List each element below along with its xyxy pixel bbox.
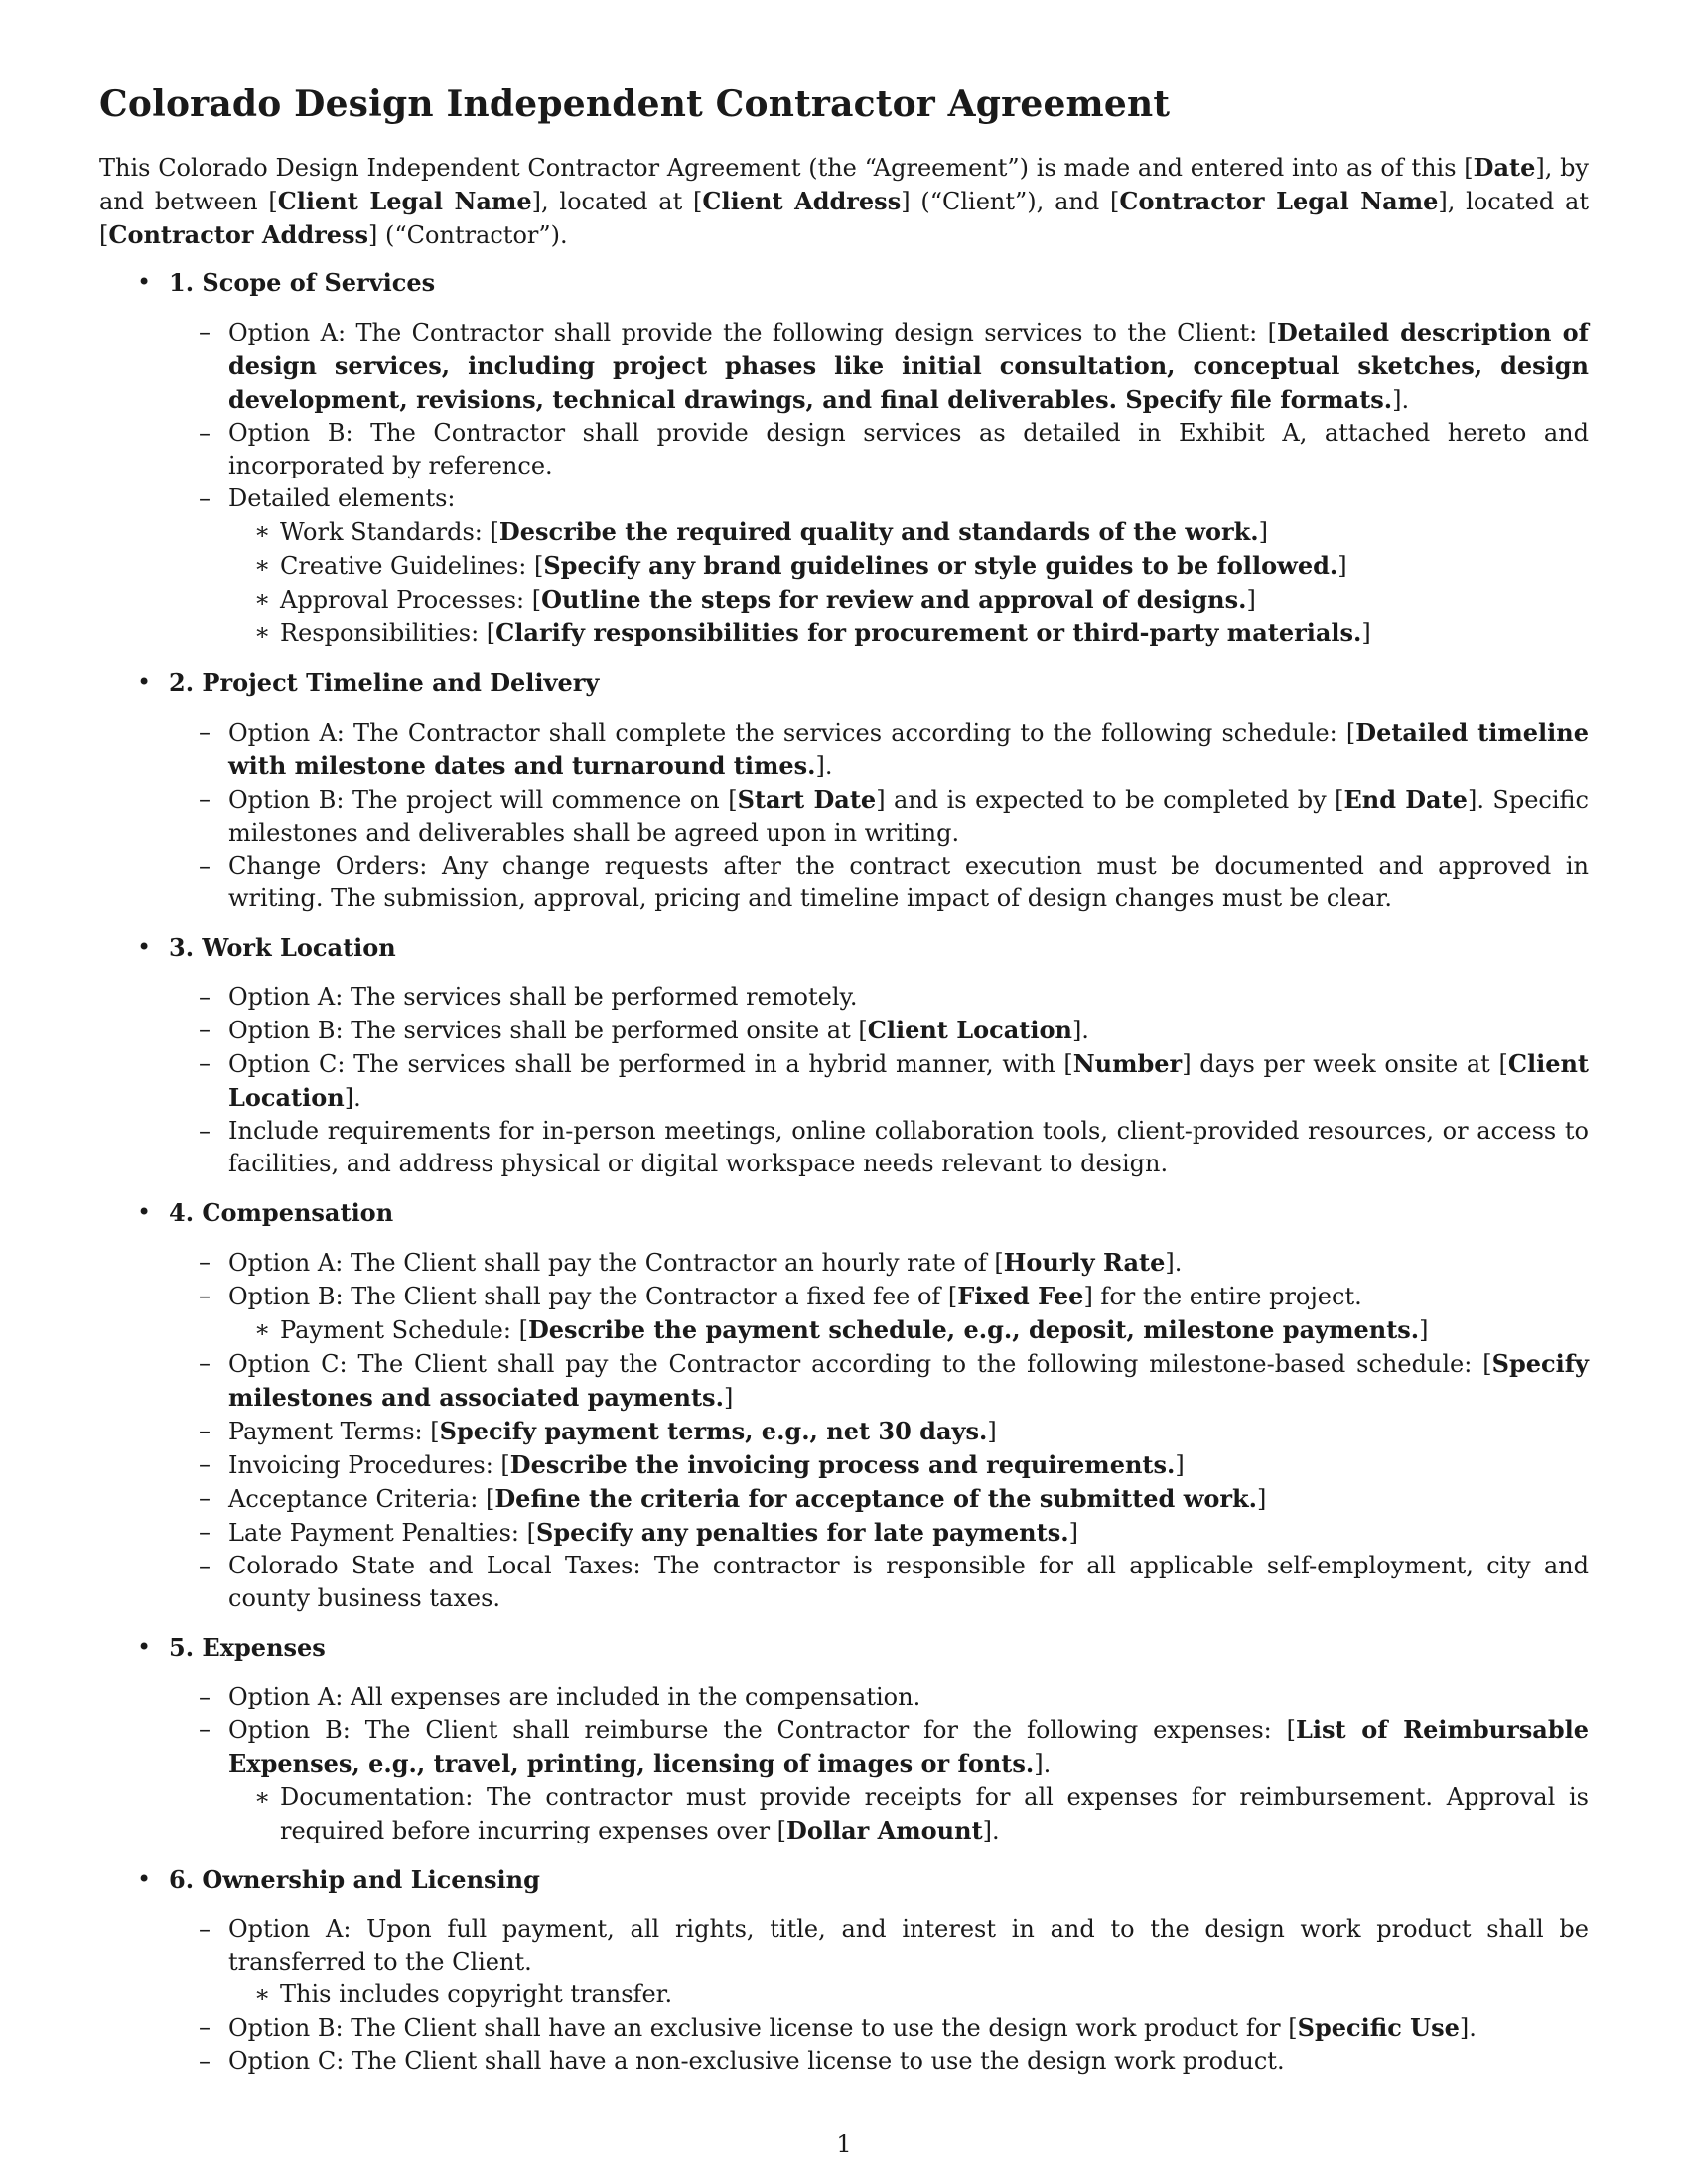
section-title: 2. Project Timeline and Delivery — [169, 668, 600, 697]
bullet-icon: • — [137, 1633, 152, 1661]
section-compensation — [99, 1196, 1589, 1615]
list-item: – Option B: The Client shall have an exclusive license to use the design work product for [Specific Use]. — [199, 2013, 1477, 2042]
document-title: Colorado Design Independent Contractor Agreement — [99, 83, 1171, 125]
sub-item: ∗ Payment Schedule: [Describe the payment schedule, e.g., deposit, milestone payments.] — [254, 1315, 1429, 1344]
section-title: 1. Scope of Services — [169, 268, 436, 297]
sub-item: ∗ Documentation: The contractor must provide receipts for all expenses for reimbursement. Approval is required before incurring expenses over [Dollar Amount]. — [254, 1783, 1589, 1844]
list-item: – Option A: All expenses are included in the compensation. — [199, 1683, 921, 1710]
contractor-name-placeholder: Contractor Legal Name — [1119, 187, 1439, 215]
list-item: – Option C: The Client shall pay the Contractor according to the following milestone-based schedule: [Specify milestones and associated payments.] — [199, 1349, 1589, 1412]
sub-item: ∗ Responsibilities: [Clarify responsibilities for procurement or third-party materials.] — [254, 618, 1371, 647]
section-ownership-licensing — [99, 1863, 1589, 2078]
sub-item: ∗ Work Standards: [Describe the required quality and standards of the work.] — [254, 517, 1269, 546]
section-work-location — [99, 931, 1589, 1180]
list-item: – Option A: The Contractor shall provide the following design services to the Client: [Detailed description of design services, including project phases like initial consultation, conceptual sketches, design development, revisions, technical drawings, and final deliverables. Specify file formats.]. — [199, 318, 1589, 414]
sub-item: ∗ Creative Guidelines: [Specify any brand guidelines or style guides to be followed.] — [254, 551, 1347, 580]
list-item: – Payment Terms: [Specify payment terms, e.g., net 30 days.] — [199, 1417, 997, 1445]
list-item: – Option B: The Contractor shall provide design services as detailed in Exhibit A, attached hereto and incorporated by reference. — [199, 419, 1589, 479]
intro-paragraph: This Colorado Design Independent Contractor Agreement (the “Agreement”) is made and entered into as of this [Date], by and between [Client Legal Name], located at [Client Address] (“Client”), and [Contractor Legal Name], located at [Contractor Address] (“Contractor”). — [99, 153, 1589, 249]
section-expenses — [99, 1631, 1589, 1847]
list-item: – Option B: The Client shall reimburse the Contractor for the following expenses: [List of Reimbursable Expenses, e.g., travel, printing, licensing of images or fonts.]. ∗ Documentation: The contractor must provide receipts for all expenses for reimbursement. Approval is required before incurring expenses over [Dollar Amount]. — [228, 1713, 1589, 1847]
list-item: – Option A: Upon full payment, all rights, title, and interest in and to the design work product shall be transferred to the Client. ∗ This includes copyright transfer. — [228, 1913, 1589, 2011]
contractor-address-placeholder: Contractor Address — [108, 220, 369, 249]
sub-item: ∗ This includes copyright transfer. — [254, 1980, 673, 2008]
section-project-timeline — [99, 666, 1589, 915]
section-title: 3. Work Location — [169, 933, 396, 962]
list-item: – Detailed elements: ∗ Work Standards: [Describe the required quality and standards of the work.] ∗ Creative Guidelines: [Specify any brand guidelines or style guides to be followed.] ∗ Approval Processes: [Outline the steps for review and approval of designs.] ∗ Responsibilities: [Clarify responsibilities for procurement or third-party materials.] — [228, 482, 1589, 650]
list-item: – Colorado State and Local Taxes: The contractor is responsible for all applicable self-employment, city and county business taxes. — [199, 1552, 1589, 1612]
list-item: – Acceptance Criteria: [Define the criteria for acceptance of the submitted work.] — [199, 1484, 1267, 1513]
list-item: – Invoicing Procedures: [Describe the invoicing process and requirements.] — [199, 1450, 1185, 1479]
bullet-icon: • — [137, 268, 152, 296]
list-item: – Option A: The services shall be performed remotely. — [199, 983, 858, 1011]
sub-item: ∗ Approval Processes: [Outline the steps for review and approval of designs.] — [254, 585, 1256, 614]
bullet-icon: • — [137, 668, 152, 696]
list-item: – Change Orders: Any change requests after the contract execution must be documented and approved in writing. The submission, approval, pricing and timeline impact of design changes must be clear. — [199, 852, 1589, 912]
bullet-icon: • — [137, 933, 152, 961]
list-item: – Option A: The Client shall pay the Contractor an hourly rate of [Hourly Rate]. — [199, 1248, 1183, 1277]
list-item: – Option B: The Client shall pay the Contractor a fixed fee of [Fixed Fee] for the entire project. ∗ Payment Schedule: [Describe the payment schedule, e.g., deposit, milestone payments.] — [228, 1280, 1589, 1347]
section-title: 5. Expenses — [169, 1633, 326, 1662]
section-scope-of-services — [99, 266, 1589, 650]
list-item: – Include requirements for in-person meetings, online collaboration tools, client-provided resources, or access to facilities, and address physical or digital workspace needs relevant to design. — [199, 1117, 1589, 1177]
section-list — [99, 266, 1589, 2078]
list-item: – Option C: The Client shall have a non-exclusive license to use the design work product. — [199, 2047, 1285, 2075]
list-item: – Option A: The Contractor shall complete the services according to the following schedule: [Detailed timeline with milestone dates and turnaround times.]. — [199, 718, 1589, 780]
client-address-placeholder: Client Address — [702, 187, 902, 215]
bullet-icon: • — [137, 1865, 152, 1893]
page-number: 1 — [836, 2130, 852, 2158]
section-title: 4. Compensation — [169, 1198, 394, 1227]
list-item: – Option B: The services shall be performed onsite at [Client Location]. — [199, 1016, 1089, 1044]
list-item: – Late Payment Penalties: [Specify any penalties for late payments.] — [199, 1518, 1078, 1547]
bullet-icon: • — [137, 1198, 152, 1226]
document-page — [99, 83, 1589, 2094]
list-item: – Option B: The project will commence on [Start Date] and is expected to be completed by [End Date]. Specific milestones and deliverables shall be agreed upon in writing. — [199, 785, 1589, 847]
date-placeholder: Date — [1473, 153, 1536, 182]
list-item: – Option C: The services shall be performed in a hybrid manner, with [Number] days per week onsite at [Client Location]. — [199, 1049, 1590, 1112]
section-title: 6. Ownership and Licensing — [169, 1865, 540, 1894]
client-name-placeholder: Client Legal Name — [277, 187, 532, 215]
